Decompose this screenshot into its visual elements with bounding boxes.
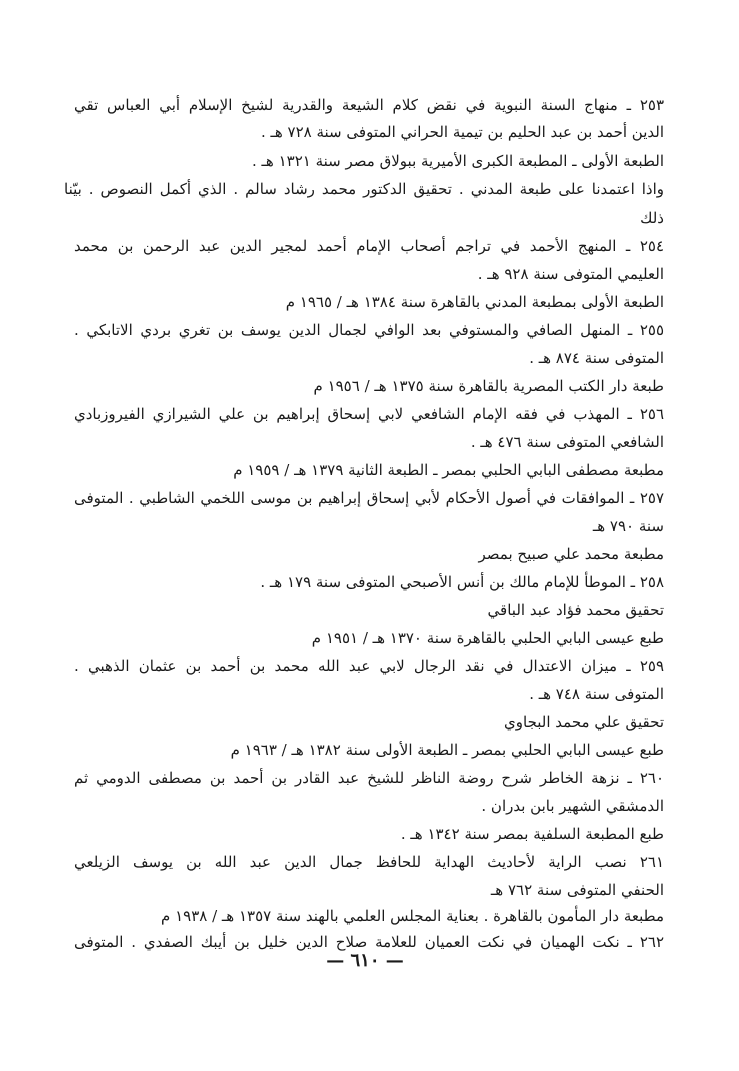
- text-line: واذا اعتمدنا على طبعة المدني . تحقيق الدكتور محمد رشاد سالم . الذي أكمل النصوص . بيّنا: [64, 180, 664, 198]
- text-line: ٢٦٢ ـ نكت الهميان في نكت العميان للعلامة صلاح الدين خليل بن أيبك الصفدي . المتوفى: [74, 933, 664, 951]
- text-line: المتوفى سنة ٧٤٨ هـ .: [529, 685, 664, 703]
- text-line: ٢٥٤ ـ المنهج الأحمد في تراجم أصحاب الإمام أحمد لمجير الدين عبد الرحمن بن محمد: [74, 237, 664, 255]
- text-line: تحقيق علي محمد البجاوي: [504, 713, 664, 731]
- text-line: ٢٦١ نصب الراية لأحاديث الهداية للحافظ جمال الدين عبد الله بن يوسف الزيلعي: [74, 853, 664, 871]
- text-line: ٢٥٩ ـ ميزان الاعتدال في نقد الرجال لابي عبد الله محمد بن أحمد بن عثمان الذهبي .: [74, 657, 664, 675]
- text-line: طبع عيسى البابي الحلبي بمصر ـ الطبعة الأولى سنة ١٣٨٢ هـ / ١٩٦٣ م: [230, 741, 664, 759]
- text-line: العليمي المتوفى سنة ٩٢٨ هـ .: [477, 265, 664, 283]
- text-line: الحنفي المتوفى سنة ٧٦٢ هـ: [490, 881, 664, 899]
- text-line: الطبعة الأولى ـ المطبعة الكبرى الأميرية ببولاق مصر سنة ١٣٢١ هـ .: [252, 152, 664, 170]
- text-line: تحقيق محمد فؤاد عبد الباقي: [487, 601, 664, 619]
- text-line: سنة ٧٩٠ هـ: [592, 517, 664, 535]
- text-line: ٢٥٣ ـ منهاج السنة النبوية في نقض كلام الشيعة والقدرية لشيخ الإسلام أبي العباس تقي: [74, 96, 664, 114]
- text-line: ٢٦٠ ـ نزهة الخاطر شرح روضة الناظر للشيخ عبد القادر بن أحمد بن مصطفى الدومي ثم: [74, 769, 664, 787]
- text-line: ذلك: [640, 209, 664, 227]
- text-line: ٢٥٦ ـ المهذب في فقه الإمام الشافعي لابي إسحاق إبراهيم بن علي الشيرازي الفيروزبادي: [74, 405, 664, 423]
- text-line: الدين أحمد بن عبد الحليم بن تيمية الحراني المتوفى سنة ٧٢٨ هـ .: [260, 123, 664, 141]
- text-line: المتوفى سنة ٨٧٤ هـ .: [529, 349, 664, 367]
- text-line: طبع عيسى البابي الحلبي بالقاهرة سنة ١٣٧٠ هـ / ١٩٥١ م: [311, 629, 664, 647]
- text-line: الدمشقي الشهير بابن بدران .: [481, 797, 664, 815]
- text-line: مطبعة دار المأمون بالقاهرة . بعناية المجلس العلمي بالهند سنة ١٣٥٧ هـ / ١٩٣٨ م: [161, 907, 664, 925]
- text-line: الشافعي المتوفى سنة ٤٧٦ هـ .: [470, 433, 664, 451]
- text-line: مطبعة محمد علي صبيح بمصر: [478, 545, 664, 563]
- text-line: ٢٥٥ ـ المنهل الصافي والمستوفي بعد الوافي لجمال الدين يوسف بن تغري بردي الاتابكي .: [74, 321, 664, 339]
- text-line: ٢٥٨ ـ الموطأ للإمام مالك بن أنس الأصبحي المتوفى سنة ١٧٩ هـ .: [260, 573, 664, 591]
- page-number: — ٦١٠ —: [326, 950, 404, 971]
- text-line: ٢٥٧ ـ الموافقات في أصول الأحكام لأبي إسحاق إبراهيم بن موسى اللخمي الشاطبي . المتوفى: [74, 489, 664, 507]
- text-line: الطبعة الأولى بمطبعة المدني بالقاهرة سنة ١٣٨٤ هـ / ١٩٦٥ م: [285, 293, 664, 311]
- text-line: طبع المطبعة السلفية بمصر سنة ١٣٤٢ هـ .: [400, 825, 664, 843]
- text-line: طبعة دار الكتب المصرية بالقاهرة سنة ١٣٧٥ هـ / ١٩٥٦ م: [313, 377, 664, 395]
- text-line: مطبعة مصطفى البابي الحلبي بمصر ـ الطبعة الثانية ١٣٧٩ هـ / ١٩٥٩ م: [233, 461, 664, 479]
